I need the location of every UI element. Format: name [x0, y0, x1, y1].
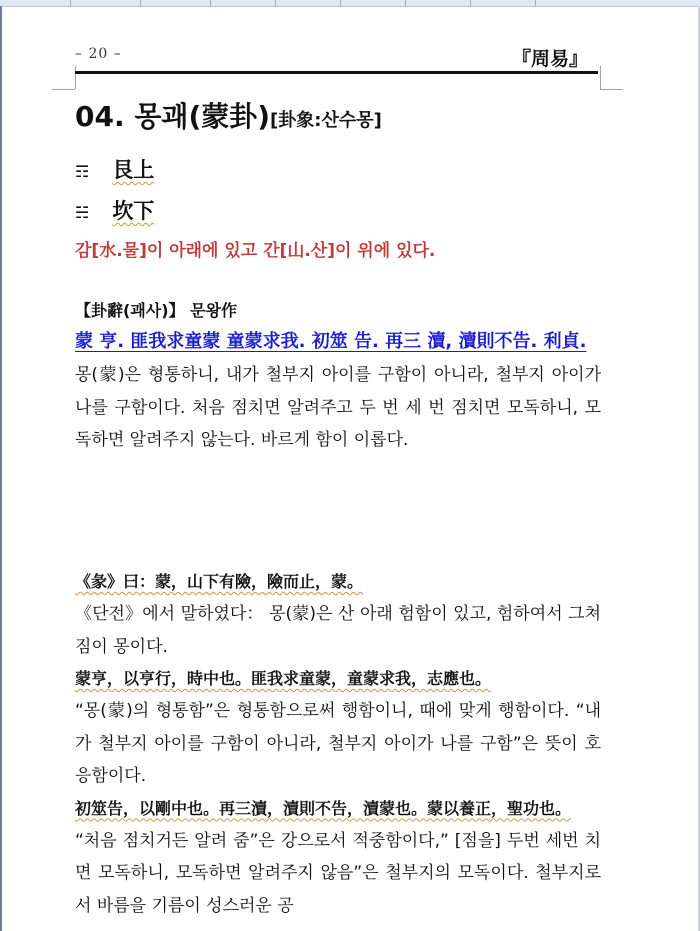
mountain-trigram-icon: ☶: [75, 162, 88, 181]
chapter-title: [75, 95, 382, 135]
trigram-lower: [75, 195, 154, 225]
hexagram-description: 감[水.물]이 아래에 있고 간[山.산]이 위에 있다.: [75, 241, 436, 261]
tuan-hanja-2: 蒙亨，以亨行，時中也。匪我求童蒙，童蒙求我，志應也。: [75, 669, 492, 688]
chapter-title-sub: [卦象:산수몽]: [270, 110, 382, 131]
trigram-upper: [75, 154, 154, 184]
chapter-title-main: 04. 몽괘(蒙卦): [75, 100, 271, 133]
guaci-label: 【卦辭(괘사)】 문왕作: [75, 301, 238, 320]
tuan-hanja-3: 初筮告，以剛中也。再三瀆，瀆則不告，瀆蒙也。蒙以養正，聖功也。: [75, 798, 572, 818]
guaci-hanja: 蒙 亨. 匪我求童蒙 童蒙求我. 初筮 告. 再三 瀆, 瀆則不告. 利貞.: [75, 331, 587, 352]
header-rule: [75, 71, 598, 74]
guaci-section: [75, 298, 601, 457]
crop-mark: [600, 66, 601, 89]
page-header: [75, 44, 598, 72]
page-left-edge: [0, 6, 2, 931]
top-ruler: [0, 0, 700, 7]
guaci-translation: 몽(蒙)은 형통하니, 내가 철부지 아이를 구함이 아니라, 철부지 아이가 나를 구함이다. 처음 점치면 알려주고 두 번 세 번 점치면 모독하니, 모독하면 알려주지 않는다. 바르게 함이 이롭다.: [75, 365, 601, 450]
tuan-text-3: “처음 점치거든 알려 줌”은 강으로서 적중함이다,” [점을] 두번 세번 치면 모독하니, 모독하면 알려주지 않음”은 철부지의 모독이다. 철부지로서 바름을 기름이 성스러운 공: [75, 830, 601, 916]
tuan-text-1: 《단전》에서 말하였다： 몽(蒙)은 산 아래 험함이 있고, 험하여서 그쳐짐이 몽이다.: [75, 604, 601, 657]
page-number: – 20 –: [75, 46, 122, 62]
trigram-upper-label: 艮上: [112, 158, 155, 182]
tuan-hanja-1: 《彖》曰：蒙，山下有險，險而止，蒙。: [75, 572, 364, 591]
water-trigram-icon: ☵: [75, 203, 88, 222]
tuan-text-2: “몽(蒙)의 형통함”은 형통함으로써 행함이니, 때에 맞게 행함이다. “내가 철부지 아이를 구함이 아니라, 철부지 아이가 나를 구함”은 뜻이 호응함이다.: [75, 701, 601, 786]
book-title: 『周易』: [511, 48, 588, 70]
crop-mark: [52, 89, 75, 90]
tuan-section: [75, 566, 601, 922]
crop-mark: [600, 89, 623, 90]
trigram-lower-label: 坎下: [112, 199, 155, 223]
